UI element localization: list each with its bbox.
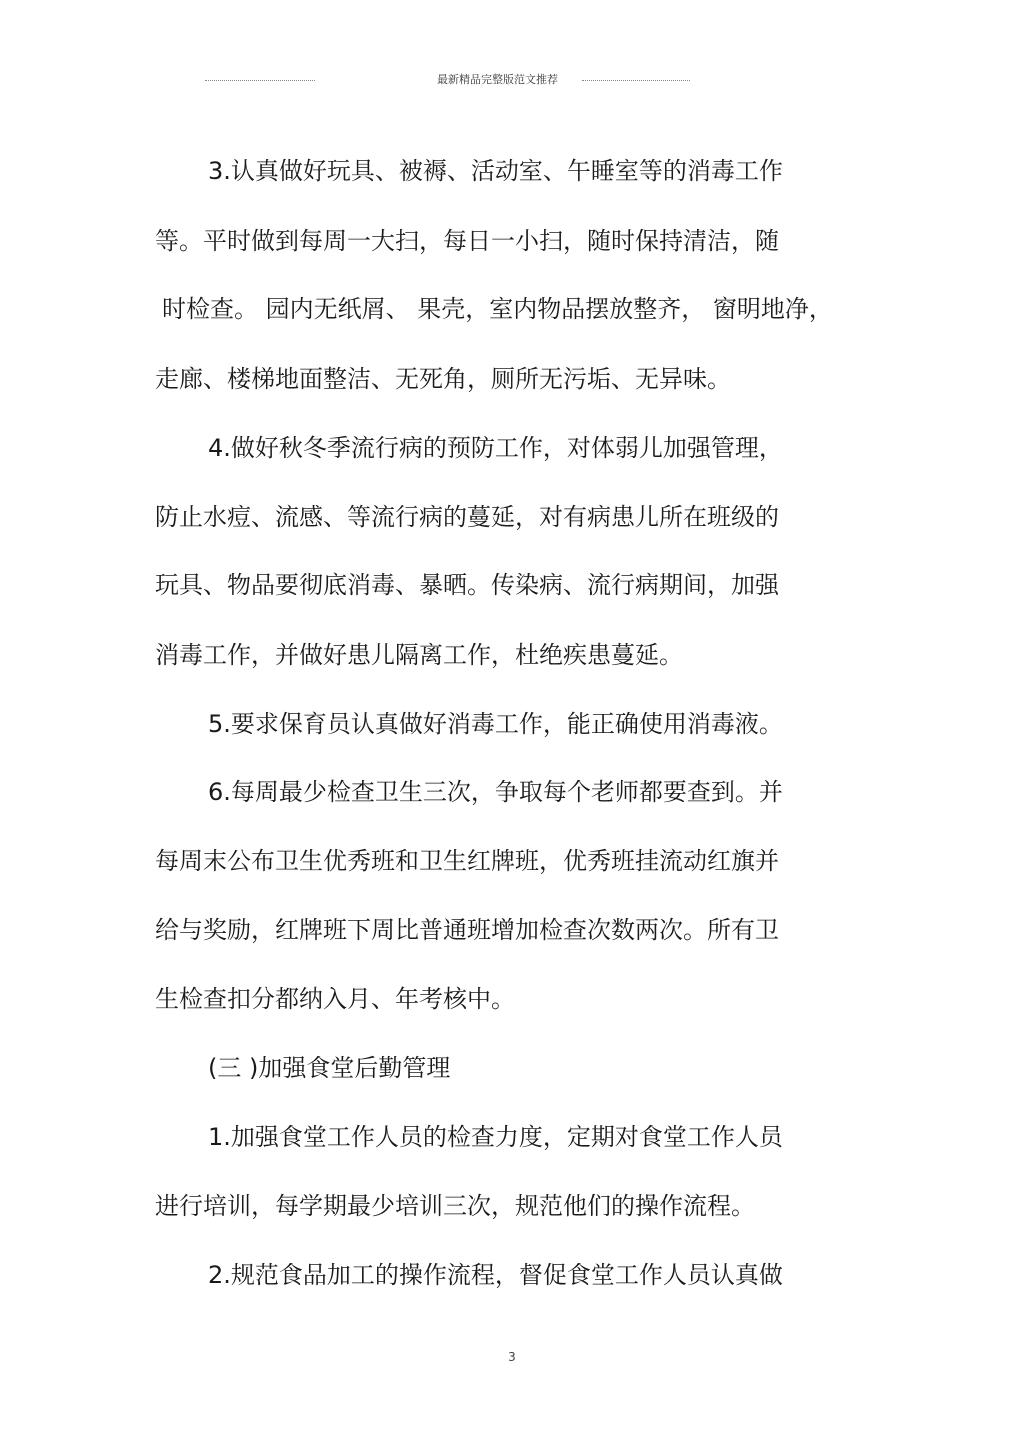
paragraph-line: 5.要求保育员认真做好消毒工作，能正确使用消毒液。 <box>208 710 783 738</box>
paragraph-line: 6.每周最少检查卫生三次，争取每个老师都要查到。并 <box>208 778 783 806</box>
paragraph-line: 3.认真做好玩具、被褥、活动室、午睡室等的消毒工作 <box>208 157 783 185</box>
header-dotted-rule-right <box>582 80 690 81</box>
paragraph-line: 生检查扣分都纳入月、年考核中。 <box>155 985 515 1013</box>
header-title: 最新精品完整版范文推荐 <box>437 73 558 86</box>
paragraph-line: 进行培训，每学期最少培训三次，规范他们的操作流程。 <box>155 1192 755 1220</box>
paragraph-line: 给与奖励，红牌班下周比普通班增加检查次数两次。所有卫 <box>155 916 779 944</box>
paragraph-line: 防止水痘、流感、等流行病的蔓延，对有病患儿所在班级的 <box>155 503 779 531</box>
page-number: 3 <box>508 1350 516 1364</box>
paragraph-line: 消毒工作，并做好患儿隔离工作，杜绝疾患蔓延。 <box>155 641 683 669</box>
header-dotted-rule-left <box>205 80 315 81</box>
paragraph-line: 4.做好秋冬季流行病的预防工作，对体弱儿加强管理， <box>208 434 783 462</box>
paragraph-line: 1.加强食堂工作人员的检查力度，定期对食堂工作人员 <box>208 1123 783 1151</box>
paragraph-line: 走廊、楼梯地面整洁、无死角，厕所无污垢、无异味。 <box>155 365 731 393</box>
section-heading: (三 )加强食堂后勤管理 <box>208 1054 451 1082</box>
paragraph-line: 2.规范食品加工的操作流程，督促食堂工作人员认真做 <box>208 1261 783 1289</box>
paragraph-line: 玩具、物品要彻底消毒、暴晒。传染病、流行病期间，加强 <box>155 571 779 599</box>
paragraph-line: 时检查。 园内无纸屑、 果壳，室内物品摆放整齐， 窗明地净， <box>162 295 833 323</box>
paragraph-line: 每周末公布卫生优秀班和卫生红牌班，优秀班挂流动红旗并 <box>155 847 779 875</box>
page-header <box>205 72 690 88</box>
paragraph-line: 等。平时做到每周一大扫，每日一小扫，随时保持清洁，随 <box>155 227 779 255</box>
